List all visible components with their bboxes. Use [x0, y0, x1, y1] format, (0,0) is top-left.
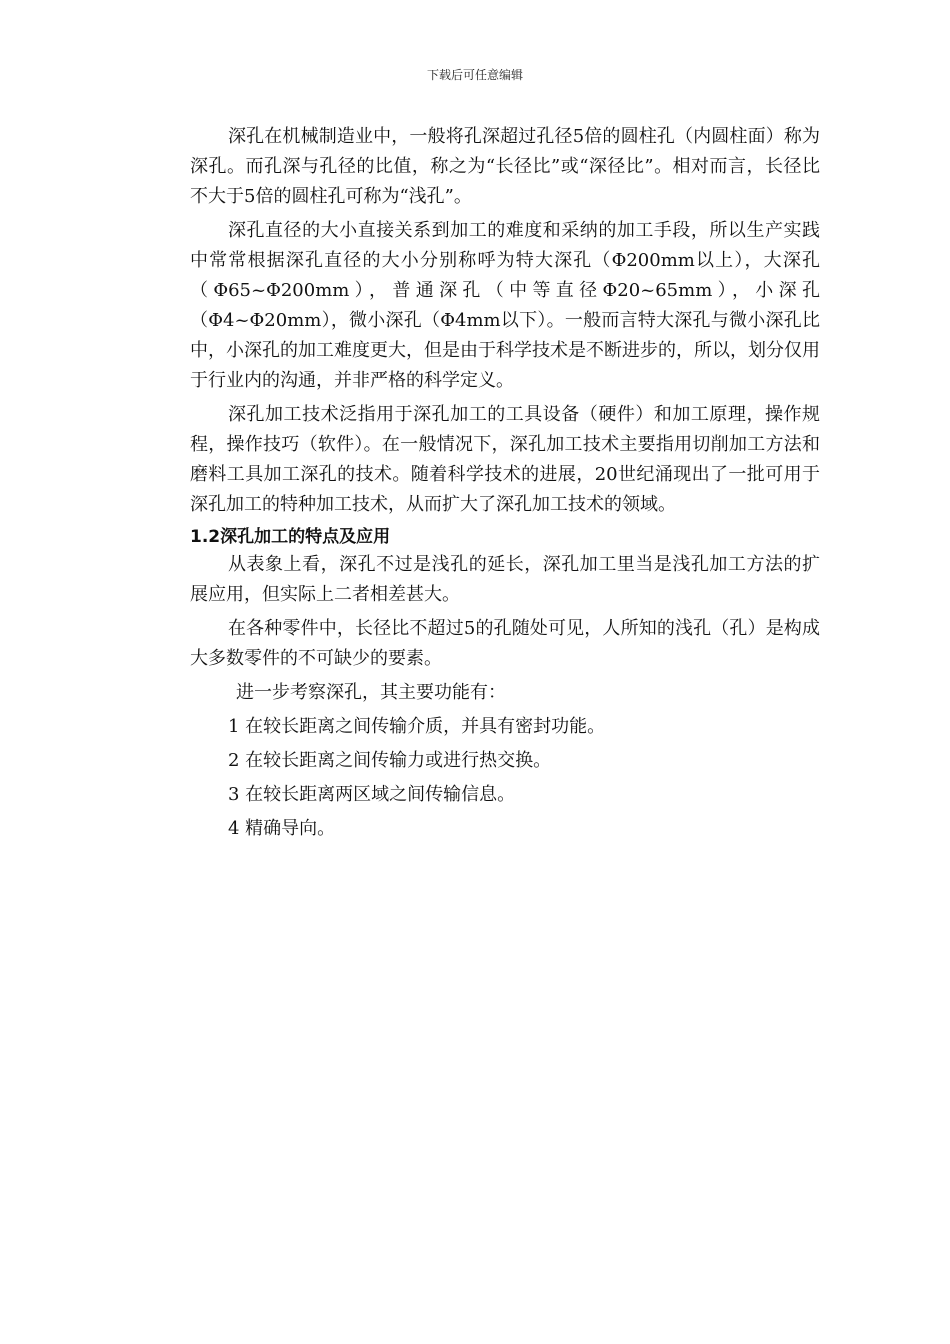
section-heading: 1.2深孔加工的特点及应用	[190, 527, 391, 547]
paragraph-functions-intro: 进一步考察深孔，其主要功能有：	[236, 682, 506, 703]
paragraph-deep-hole-diameter-classes: 深孔直径的大小直接关系到加工的难度和采纳的加工手段，所以生产实践中常常根据深孔直径的大小分别称呼为特大深孔（Φ200mm以上），大深孔（Φ65~Φ200mm），普通深孔（中等直径Φ20~65mm），小深孔（Φ4~Φ20mm），微小深孔（Φ4mm以下）。一般而言特大深孔与微小深孔比中，小深孔的加工难度更大，但是由于科学技术是不断进步的，所以，划分仅用于行业内的沟通，并非严格的科学定义。	[190, 220, 820, 391]
list-item: 2 在较长距离之间传输力或进行热交换。	[228, 750, 552, 771]
list-item: 3 在较长距离两区域之间传输信息。	[228, 784, 516, 805]
paragraph-shallow-holes: 在各种零件中，长径比不超过5的孔随处可见，人所知的浅孔（孔）是构成大多数零件的不可缺少的要素。	[190, 618, 820, 669]
page-header: 下载后可任意编辑	[426, 68, 523, 82]
paragraph-surface-view: 从表象上看，深孔不过是浅孔的延长，深孔加工里当是浅孔加工方法的扩展应用，但实际上二者相差甚大。	[190, 554, 820, 605]
list-item: 1 在较长距离之间传输介质，并具有密封功能。	[228, 716, 606, 737]
list-item: 4 精确导向。	[228, 818, 336, 839]
paragraph-deep-hole-technology: 深孔加工技术泛指用于深孔加工的工具设备（硬件）和加工原理，操作规程，操作技巧（软件）。在一般情况下，深孔加工技术主要指用切削加工方法和磨料工具加工深孔的技术。随着科学技术的进展，20世纪涌现出了一批可用于深孔加工的特种加工技术，从而扩大了深孔加工技术的领域。	[190, 404, 820, 515]
paragraph-deep-hole-definition: 深孔在机械制造业中，一般将孔深超过孔径5倍的圆柱孔（内圆柱面）称为深孔。而孔深与孔径的比值，称之为“长径比”或“深径比”。相对而言，长径比不大于5倍的圆柱孔可称为“浅孔”。	[190, 126, 820, 207]
document-body	[190, 122, 820, 848]
